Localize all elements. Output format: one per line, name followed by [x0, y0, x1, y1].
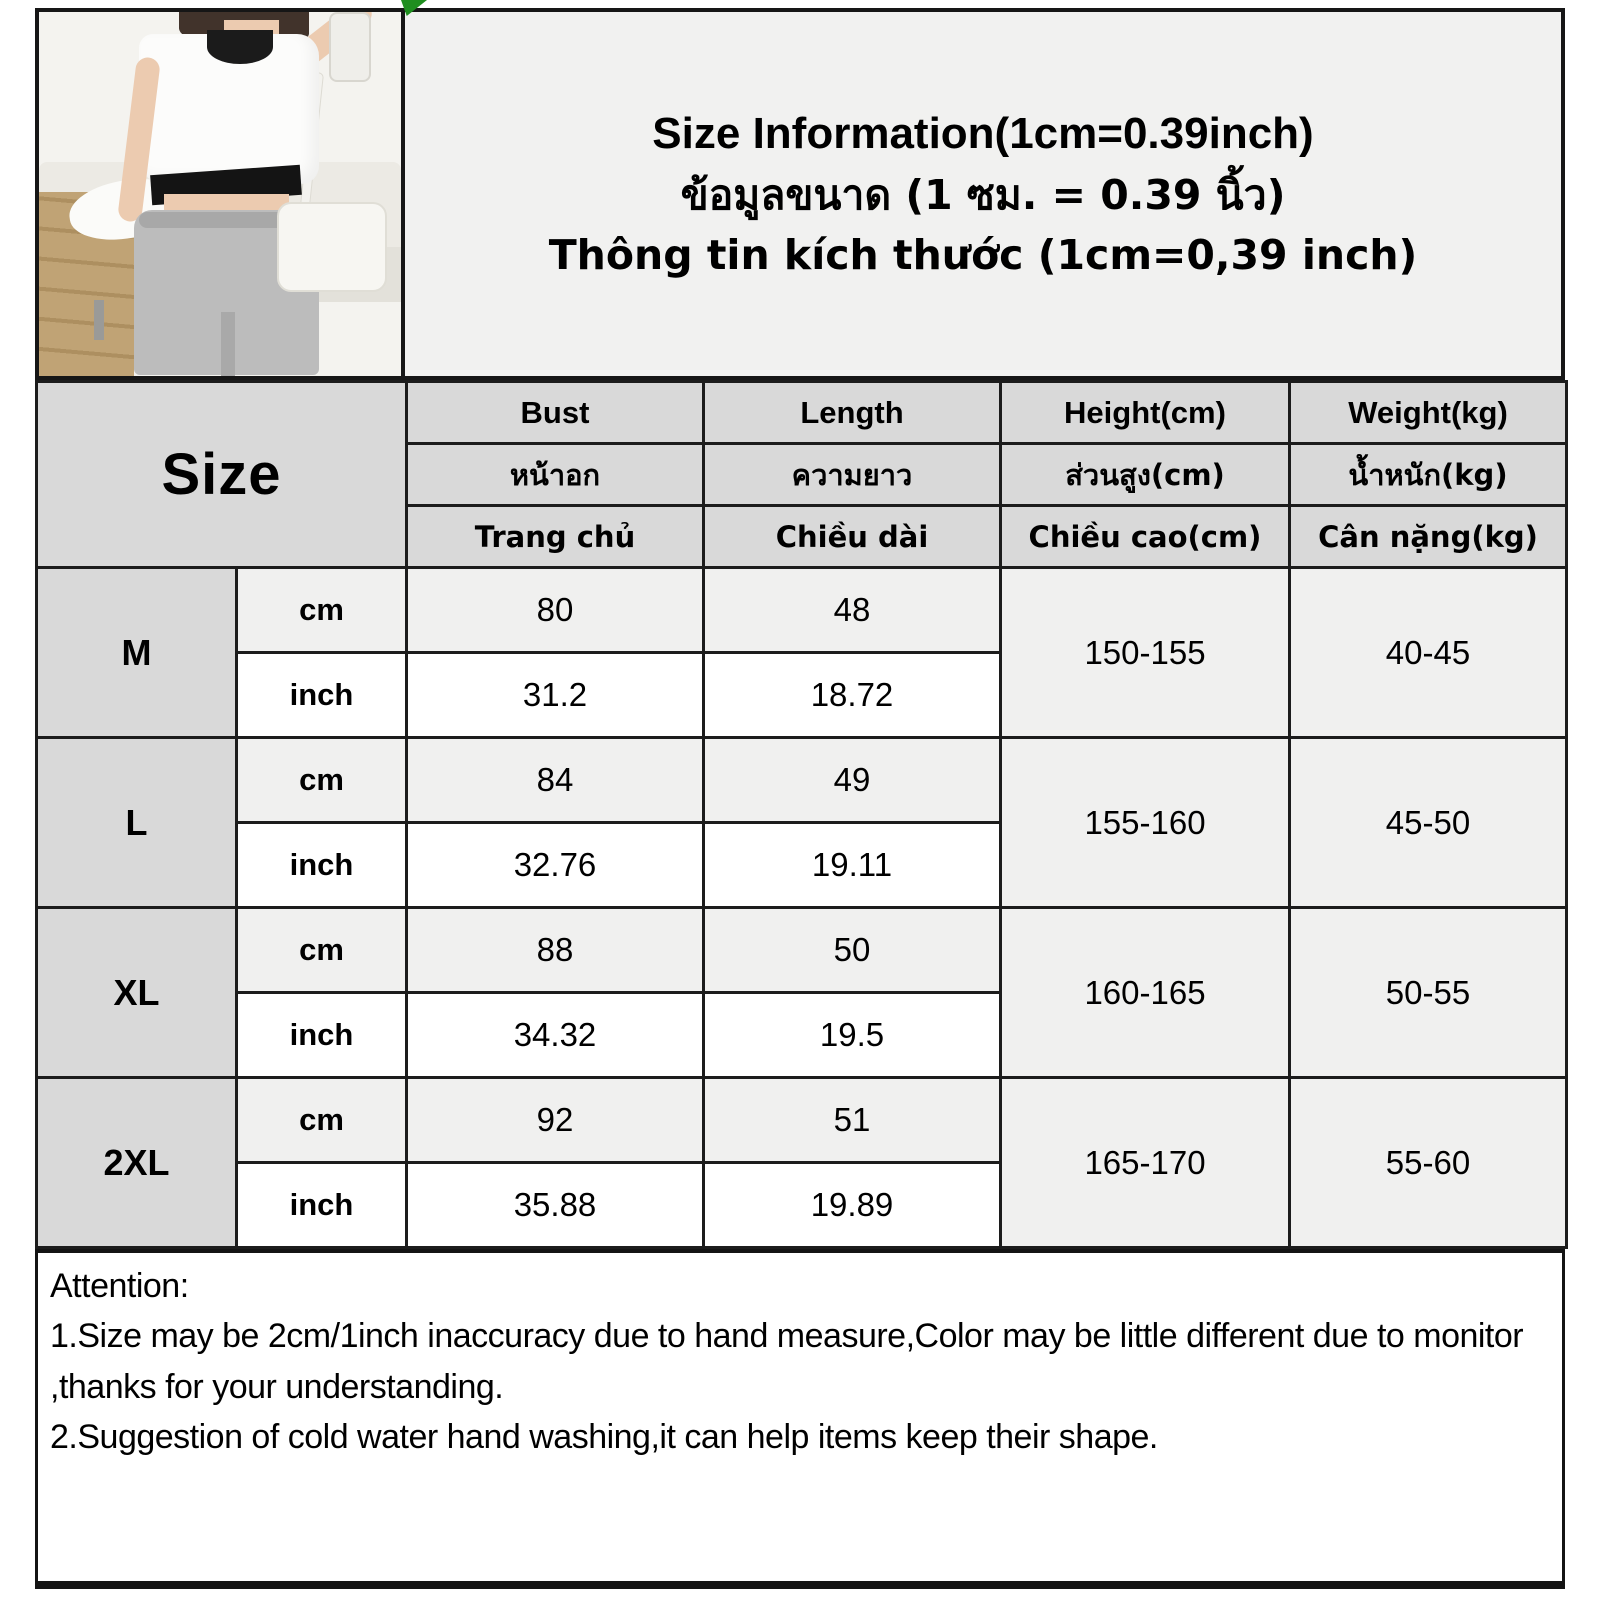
attention-heading: Attention: [50, 1267, 189, 1305]
col-header-height-th: ส่วนสูง(cm) [1001, 444, 1290, 506]
attention-note-1: 1.Size may be 2cm/1inch inaccuracy due to hand measure,Color may be little different due to monitor ,thanks for your understanding. [50, 1317, 1524, 1406]
row-xl-unit-inch: inch [237, 993, 407, 1078]
col-header-height-vi: Chiều cao(cm) [1001, 506, 1290, 568]
col-header-weight-en: Weight(kg) [1290, 382, 1567, 444]
photo-white-handbag [277, 202, 387, 292]
row-xl-weight: 50-55 [1290, 908, 1567, 1078]
row-l-weight: 45-50 [1290, 738, 1567, 908]
row-m-size: M [37, 568, 237, 738]
row-l-unit-inch: inch [237, 823, 407, 908]
row-l-size: L [37, 738, 237, 908]
row-m-length-inch: 18.72 [704, 653, 1001, 738]
row-xl-size: XL [37, 908, 237, 1078]
col-header-length-en: Length [704, 382, 1001, 444]
size-table [35, 380, 1568, 1249]
row-l-length-cm: 49 [704, 738, 1001, 823]
title-thai: ข้อมูลขนาด (1 ซม. = 0.39 นิ้ว) [680, 171, 1286, 220]
col-header-bust-en: Bust [407, 382, 704, 444]
row-2xl-unit-cm: cm [237, 1078, 407, 1163]
col-header-height-en: Height(cm) [1001, 382, 1290, 444]
row-2xl-length-cm: 51 [704, 1078, 1001, 1163]
row-m-height: 150-155 [1001, 568, 1290, 738]
row-m-bust-inch: 31.2 [407, 653, 704, 738]
row-m-length-cm: 48 [704, 568, 1001, 653]
row-l-length-inch: 19.11 [704, 823, 1001, 908]
attention-section [35, 1249, 1565, 1589]
row-xl-height: 160-165 [1001, 908, 1290, 1078]
row-2xl-length-inch: 19.89 [704, 1163, 1001, 1248]
row-l-unit-cm: cm [237, 738, 407, 823]
row-l-bust-cm: 84 [407, 738, 704, 823]
row-xl-unit-cm: cm [237, 908, 407, 993]
row-l-bust-inch: 32.76 [407, 823, 704, 908]
row-m-unit-inch: inch [237, 653, 407, 738]
row-xl-length-inch: 19.5 [704, 993, 1001, 1078]
top-row [35, 8, 1565, 380]
col-header-length-th: ความยาว [704, 444, 1001, 506]
photo-sofa-leg [94, 300, 104, 340]
photo-phone [329, 12, 371, 82]
row-2xl-size: 2XL [37, 1078, 237, 1248]
row-xl-length-cm: 50 [704, 908, 1001, 993]
col-header-weight-th: น้ำหนัก(kg) [1290, 444, 1567, 506]
row-xl-bust-cm: 88 [407, 908, 704, 993]
col-header-bust-vi: Trang chủ [407, 506, 704, 568]
row-m-bust-cm: 80 [407, 568, 704, 653]
col-header-bust-th: หน้าอก [407, 444, 704, 506]
row-2xl-bust-inch: 35.88 [407, 1163, 704, 1248]
row-m-unit-cm: cm [237, 568, 407, 653]
title-vietnamese: Thông tin kích thước (1cm=0,39 inch) [548, 231, 1418, 280]
row-2xl-bust-cm: 92 [407, 1078, 704, 1163]
content-frame [35, 8, 1565, 1589]
size-column-header: Size [37, 382, 407, 568]
row-2xl-unit-inch: inch [237, 1163, 407, 1248]
title-english: Size Information(1cm=0.39inch) [652, 108, 1314, 158]
row-2xl-height: 165-170 [1001, 1078, 1290, 1248]
photo-leg-split [221, 312, 235, 377]
attention-note-2: 2.Suggestion of cold water hand washing,it can help items keep their shape. [50, 1417, 1158, 1456]
col-header-weight-vi: Cân nặng(kg) [1290, 506, 1567, 568]
row-xl-bust-inch: 34.32 [407, 993, 704, 1078]
product-photo [35, 8, 405, 380]
row-m-weight: 40-45 [1290, 568, 1567, 738]
photo-scoop-neckline [207, 30, 273, 64]
row-2xl-weight: 55-60 [1290, 1078, 1567, 1248]
title-box [401, 8, 1565, 380]
col-header-length-vi: Chiều dài [704, 506, 1001, 568]
row-l-height: 155-160 [1001, 738, 1290, 908]
